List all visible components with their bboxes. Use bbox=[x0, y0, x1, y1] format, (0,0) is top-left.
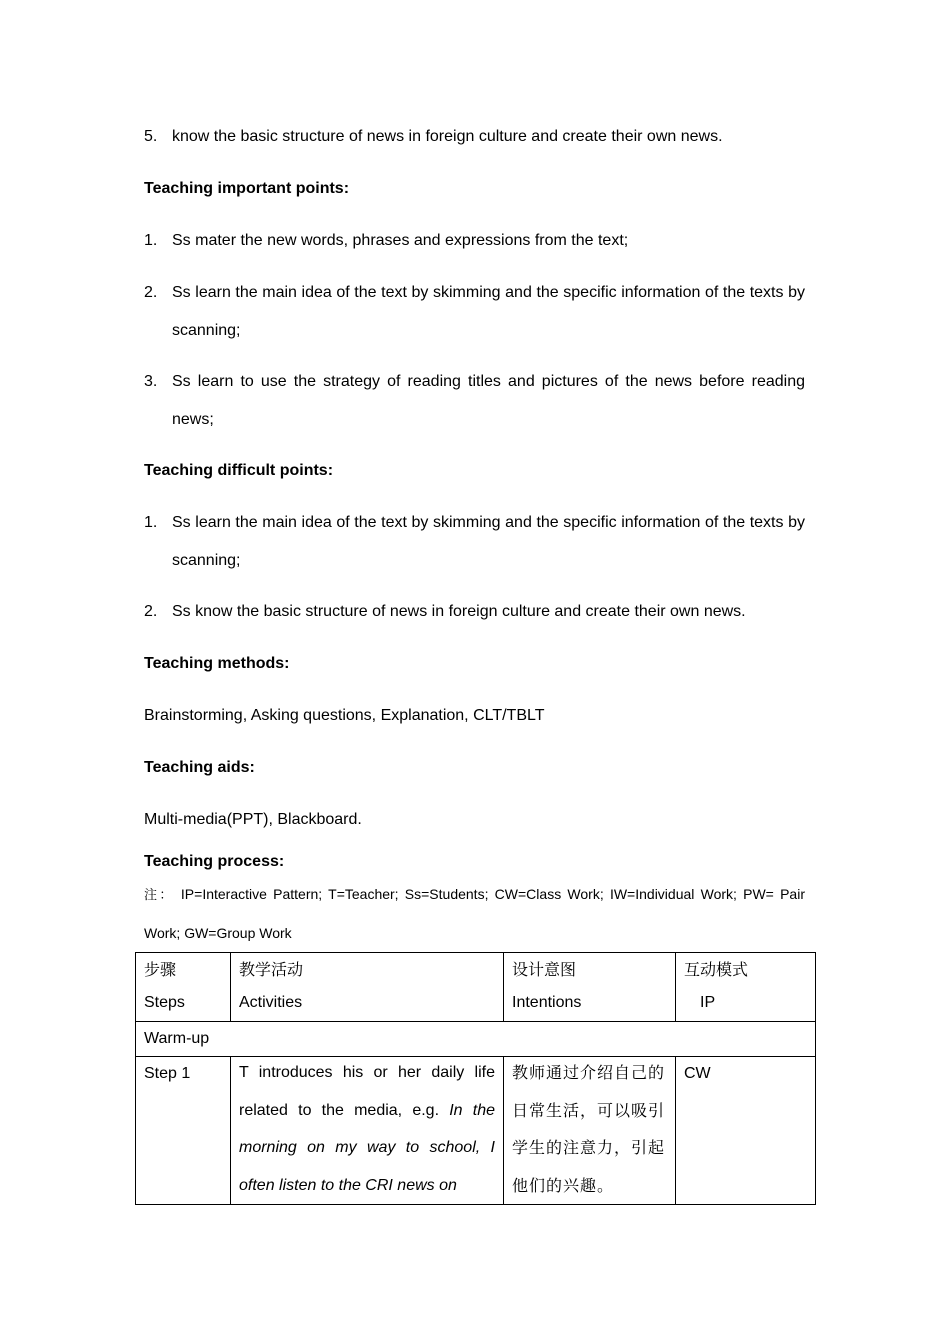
important-points-heading: Teaching important points: bbox=[144, 180, 350, 197]
methods-text: Brainstorming, Asking questions, Explanation, CLT/TBLT bbox=[144, 707, 545, 724]
table-header-row bbox=[136, 953, 816, 1022]
header-en: Steps bbox=[144, 994, 185, 1011]
process-heading: Teaching process: bbox=[144, 853, 285, 870]
header-en: Intentions bbox=[512, 994, 582, 1011]
activity-text bbox=[239, 1054, 495, 1204]
list-text: Ss learn the main idea of the text by skimming and the specific information of the texts by scanning; bbox=[172, 284, 805, 339]
list-number: 3. bbox=[144, 373, 158, 390]
header-activities bbox=[231, 953, 504, 1022]
header-en: Activities bbox=[239, 994, 303, 1011]
header-zh: 教学活动 bbox=[239, 960, 304, 979]
list-text: Ss learn the main idea of the text by skimming and the specific information of the texts by scanning; bbox=[172, 514, 805, 569]
header-zh: 步骤 bbox=[144, 960, 177, 979]
table-section-row bbox=[136, 1022, 816, 1057]
list-text: know the basic structure of news in foreign culture and create their own news. bbox=[172, 128, 723, 146]
header-intentions bbox=[504, 953, 676, 1022]
activity-italic: In the morning on my way to school, I often listen to the CRI news on bbox=[239, 1101, 496, 1194]
ip-cell bbox=[676, 1057, 816, 1205]
header-steps bbox=[136, 953, 231, 1022]
header-zh: 互动模式 bbox=[684, 960, 749, 979]
list-text: Ss mater the new words, phrases and expressions from the text; bbox=[172, 232, 629, 250]
list-number: 2. bbox=[144, 603, 158, 620]
section-warm-up bbox=[136, 1022, 816, 1057]
abbreviation-note bbox=[144, 876, 805, 952]
step-cell bbox=[136, 1057, 231, 1205]
note-label: 注： bbox=[144, 888, 175, 903]
step-label: Step 1 bbox=[144, 1065, 191, 1082]
table-row bbox=[136, 1057, 816, 1205]
list-number: 2. bbox=[144, 284, 158, 301]
ip-value: CW bbox=[684, 1065, 711, 1082]
note-text: IP=Interactive Pattern; T=Teacher; Ss=Students; CW=Class Work; IW=Individual Work; PW= Pair Work; GW=Group Work bbox=[144, 886, 805, 941]
difficult-points-heading: Teaching difficult points: bbox=[144, 462, 334, 479]
header-zh: 设计意图 bbox=[512, 960, 577, 979]
activity-cell bbox=[231, 1057, 504, 1205]
aids-heading: Teaching aids: bbox=[144, 759, 255, 776]
list-number: 1. bbox=[144, 232, 158, 249]
teaching-process-table bbox=[135, 952, 816, 1205]
list-number: 1. bbox=[144, 514, 158, 531]
list-text: Ss know the basic structure of news in foreign culture and create their own news. bbox=[172, 603, 746, 621]
intention-text: 教师通过介绍自己的日常生活，可以吸引学生的注意力，引起他们的兴趣。 bbox=[512, 1063, 666, 1195]
header-ip bbox=[676, 953, 816, 1022]
aids-text: Multi-media(PPT), Blackboard. bbox=[144, 811, 362, 828]
intention-cell bbox=[504, 1057, 676, 1205]
section-label: Warm-up bbox=[144, 1030, 210, 1047]
list-text: Ss learn to use the strategy of reading titles and pictures of the news before reading news; bbox=[172, 373, 805, 428]
activity-plain: T introduces his or her daily life related to the media, e.g. bbox=[239, 1064, 495, 1119]
list-number: 5. bbox=[144, 128, 158, 145]
methods-heading: Teaching methods: bbox=[144, 655, 290, 672]
header-en: IP bbox=[700, 994, 716, 1011]
